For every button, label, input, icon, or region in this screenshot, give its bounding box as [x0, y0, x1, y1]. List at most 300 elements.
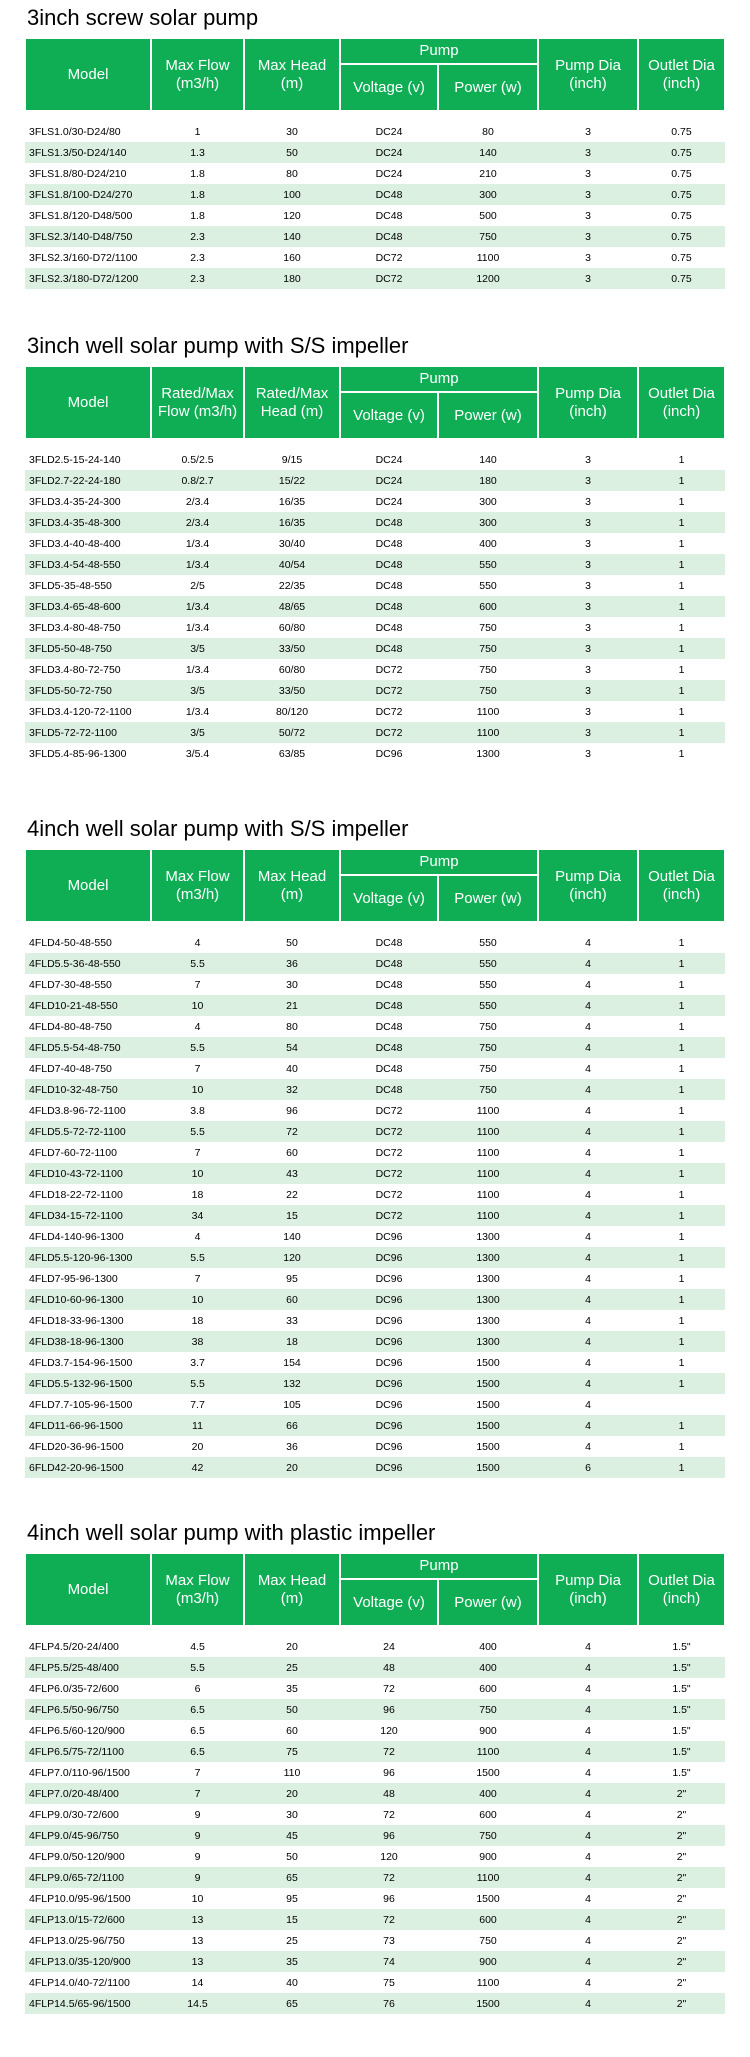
cell-max-head: 40 — [244, 1058, 340, 1079]
cell-voltage: 73 — [340, 1930, 438, 1951]
cell-voltage: DC48 — [340, 932, 438, 953]
table-row — [25, 512, 725, 533]
cell-max-head: 105 — [244, 1394, 340, 1415]
cell-max-flow: 5.5 — [151, 1247, 244, 1268]
cell-pump-dia: 3 — [538, 205, 638, 226]
table-row — [25, 1951, 725, 1972]
cell-voltage: DC24 — [340, 470, 438, 491]
cell-outlet-dia: 1 — [638, 617, 725, 638]
cell-max-flow: 3/5.4 — [151, 743, 244, 764]
header-power: Power (w) — [438, 64, 538, 111]
cell-pump-dia: 3 — [538, 512, 638, 533]
cell-max-flow: 9 — [151, 1804, 244, 1825]
spacer-cell — [25, 1626, 725, 1636]
cell-max-flow: 3/5 — [151, 680, 244, 701]
cell-power: 500 — [438, 205, 538, 226]
cell-outlet-dia: 0.75 — [638, 163, 725, 184]
table-row — [25, 575, 725, 596]
cell-max-head: 50 — [244, 1699, 340, 1720]
cell-max-flow: 1/3.4 — [151, 554, 244, 575]
cell-power: 1500 — [438, 1762, 538, 1783]
cell-max-head: 50 — [244, 1846, 340, 1867]
cell-pump-dia: 3 — [538, 470, 638, 491]
header-pump-dia: Pump Dia (inch) — [538, 1553, 638, 1626]
cell-outlet-dia: 1 — [638, 1457, 725, 1478]
cell-outlet-dia: 1 — [638, 1058, 725, 1079]
cell-voltage: 96 — [340, 1762, 438, 1783]
cell-pump-dia: 4 — [538, 1657, 638, 1678]
table-row — [25, 1184, 725, 1205]
table-row — [25, 1373, 725, 1394]
header-pump-group: Pump — [340, 366, 538, 392]
table-row — [25, 953, 725, 974]
cell-max-head: 22/35 — [244, 575, 340, 596]
table-row — [25, 1657, 725, 1678]
cell-max-flow: 2.3 — [151, 226, 244, 247]
table-row — [25, 1741, 725, 1762]
cell-max-flow: 6 — [151, 1678, 244, 1699]
table-row — [25, 1205, 725, 1226]
pump-spec-section — [0, 333, 750, 764]
cell-model: 3FLD3.4-120-72-1100 — [25, 701, 151, 722]
header-model: Model — [25, 1553, 151, 1626]
cell-max-head: 54 — [244, 1037, 340, 1058]
cell-power: 900 — [438, 1720, 538, 1741]
cell-max-flow: 6.5 — [151, 1720, 244, 1741]
cell-power: 1100 — [438, 247, 538, 268]
cell-model: 3FLS2.3/140-D48/750 — [25, 226, 151, 247]
cell-voltage: DC72 — [340, 247, 438, 268]
cell-model: 4FLD5.5-132-96-1500 — [25, 1373, 151, 1394]
cell-max-flow: 14.5 — [151, 1993, 244, 2014]
cell-model: 4FLD18-22-72-1100 — [25, 1184, 151, 1205]
cell-voltage: 96 — [340, 1888, 438, 1909]
table-row — [25, 268, 725, 289]
cell-voltage: DC48 — [340, 995, 438, 1016]
table-row — [25, 995, 725, 1016]
section-title: 3inch screw solar pump — [27, 5, 259, 30]
cell-voltage: DC48 — [340, 1079, 438, 1100]
cell-outlet-dia — [638, 1394, 725, 1415]
cell-power: 900 — [438, 1951, 538, 1972]
cell-model: 3FLS1.8/120-D48/500 — [25, 205, 151, 226]
cell-outlet-dia: 2" — [638, 1867, 725, 1888]
table-row — [25, 1804, 725, 1825]
cell-power: 1200 — [438, 268, 538, 289]
cell-outlet-dia: 1 — [638, 638, 725, 659]
cell-power: 1100 — [438, 1184, 538, 1205]
cell-voltage: 96 — [340, 1825, 438, 1846]
cell-max-flow: 7 — [151, 974, 244, 995]
cell-pump-dia: 3 — [538, 184, 638, 205]
header-pump-group: Pump — [340, 1553, 538, 1579]
cell-power: 1100 — [438, 1867, 538, 1888]
cell-outlet-dia: 1.5" — [638, 1636, 725, 1657]
cell-pump-dia: 4 — [538, 1741, 638, 1762]
cell-max-flow: 4 — [151, 932, 244, 953]
cell-voltage: DC48 — [340, 1058, 438, 1079]
cell-max-head: 43 — [244, 1163, 340, 1184]
table-row — [25, 247, 725, 268]
table-row — [25, 1079, 725, 1100]
cell-voltage: DC24 — [340, 491, 438, 512]
cell-max-head: 50 — [244, 932, 340, 953]
cell-voltage: DC96 — [340, 1289, 438, 1310]
header-max-head: Max Head (m) — [244, 849, 340, 922]
cell-voltage: DC96 — [340, 1352, 438, 1373]
cell-power: 1100 — [438, 1163, 538, 1184]
cell-outlet-dia: 0.75 — [638, 205, 725, 226]
table-row — [25, 491, 725, 512]
cell-max-flow: 38 — [151, 1331, 244, 1352]
cell-max-flow: 6.5 — [151, 1741, 244, 1762]
cell-outlet-dia: 1 — [638, 1121, 725, 1142]
table-row — [25, 659, 725, 680]
spec-table — [24, 37, 726, 289]
spec-table — [24, 1552, 726, 2014]
cell-outlet-dia: 2" — [638, 1972, 725, 1993]
cell-max-head: 21 — [244, 995, 340, 1016]
cell-outlet-dia: 1 — [638, 743, 725, 764]
cell-model: 3FLS1.3/50-D24/140 — [25, 142, 151, 163]
cell-power: 210 — [438, 163, 538, 184]
cell-voltage: DC72 — [340, 1121, 438, 1142]
cell-max-head: 96 — [244, 1100, 340, 1121]
cell-model: 4FLD5.5-120-96-1300 — [25, 1247, 151, 1268]
cell-model: 4FLD7-30-48-550 — [25, 974, 151, 995]
cell-power: 140 — [438, 449, 538, 470]
table-row — [25, 1888, 725, 1909]
cell-outlet-dia: 2" — [638, 1846, 725, 1867]
cell-max-head: 48/65 — [244, 596, 340, 617]
cell-model: 4FLD34-15-72-1100 — [25, 1205, 151, 1226]
cell-model: 3FLS1.8/100-D24/270 — [25, 184, 151, 205]
cell-max-head: 16/35 — [244, 512, 340, 533]
cell-max-flow: 7 — [151, 1762, 244, 1783]
cell-pump-dia: 4 — [538, 1846, 638, 1867]
cell-max-head: 36 — [244, 1436, 340, 1457]
table-row — [25, 142, 725, 163]
cell-model: 3FLD5.4-85-96-1300 — [25, 743, 151, 764]
cell-outlet-dia: 1 — [638, 449, 725, 470]
cell-voltage: DC48 — [340, 226, 438, 247]
cell-pump-dia: 3 — [538, 617, 638, 638]
cell-pump-dia: 4 — [538, 1867, 638, 1888]
cell-model: 3FLD5-72-72-1100 — [25, 722, 151, 743]
cell-pump-dia: 4 — [538, 1184, 638, 1205]
cell-power: 300 — [438, 184, 538, 205]
cell-outlet-dia: 2" — [638, 1993, 725, 2014]
cell-pump-dia: 4 — [538, 1352, 638, 1373]
cell-voltage: DC72 — [340, 1100, 438, 1121]
cell-model: 4FLP6.0/35-72/600 — [25, 1678, 151, 1699]
section-title: 4inch well solar pump with plastic impeller — [27, 1520, 436, 1545]
cell-voltage: DC48 — [340, 205, 438, 226]
cell-voltage: DC72 — [340, 1205, 438, 1226]
table-row — [25, 596, 725, 617]
cell-model: 3FLD5-50-72-750 — [25, 680, 151, 701]
cell-model: 4FLD10-60-96-1300 — [25, 1289, 151, 1310]
section-title: 4inch well solar pump with S/S impeller — [27, 816, 409, 841]
cell-max-head: 30 — [244, 974, 340, 995]
cell-model: 3FLD3.4-40-48-400 — [25, 533, 151, 554]
cell-outlet-dia: 1 — [638, 1268, 725, 1289]
cell-max-flow: 3/5 — [151, 722, 244, 743]
cell-voltage: DC48 — [340, 554, 438, 575]
table-row — [25, 533, 725, 554]
cell-outlet-dia: 1 — [638, 1100, 725, 1121]
cell-pump-dia: 6 — [538, 1457, 638, 1478]
cell-outlet-dia: 1 — [638, 533, 725, 554]
cell-model: 3FLD3.4-35-24-300 — [25, 491, 151, 512]
cell-voltage: 75 — [340, 1972, 438, 1993]
cell-model: 4FLD4-140-96-1300 — [25, 1226, 151, 1247]
cell-model: 4FLP6.5/75-72/1100 — [25, 1741, 151, 1762]
table-row — [25, 1678, 725, 1699]
cell-max-flow: 1/3.4 — [151, 533, 244, 554]
table-row — [25, 163, 725, 184]
cell-max-flow: 34 — [151, 1205, 244, 1226]
cell-voltage: DC24 — [340, 163, 438, 184]
spacer-cell — [25, 439, 725, 449]
cell-outlet-dia: 0.75 — [638, 247, 725, 268]
table-row — [25, 743, 725, 764]
cell-outlet-dia: 1 — [638, 1352, 725, 1373]
cell-voltage: DC96 — [340, 1331, 438, 1352]
cell-model: 4FLD4-80-48-750 — [25, 1016, 151, 1037]
cell-voltage: DC72 — [340, 1142, 438, 1163]
cell-pump-dia: 3 — [538, 121, 638, 142]
cell-max-flow: 1.8 — [151, 184, 244, 205]
cell-power: 750 — [438, 1825, 538, 1846]
table-row — [25, 470, 725, 491]
cell-outlet-dia: 1.5" — [638, 1741, 725, 1762]
cell-model: 4FLD18-33-96-1300 — [25, 1310, 151, 1331]
cell-power: 750 — [438, 226, 538, 247]
cell-max-flow: 5.5 — [151, 1373, 244, 1394]
cell-max-flow: 1/3.4 — [151, 659, 244, 680]
header-model: Model — [25, 38, 151, 111]
cell-pump-dia: 4 — [538, 1331, 638, 1352]
cell-max-flow: 13 — [151, 1951, 244, 1972]
cell-voltage: 72 — [340, 1678, 438, 1699]
cell-voltage: DC48 — [340, 974, 438, 995]
table-row — [25, 1846, 725, 1867]
cell-pump-dia: 4 — [538, 1436, 638, 1457]
cell-max-flow: 6.5 — [151, 1699, 244, 1720]
cell-power: 1500 — [438, 1436, 538, 1457]
header-max-flow: Max Flow (m3/h) — [151, 849, 244, 922]
table-row — [25, 1142, 725, 1163]
cell-voltage: DC48 — [340, 953, 438, 974]
cell-model: 4FLP7.0/20-48/400 — [25, 1783, 151, 1804]
cell-power: 1500 — [438, 1457, 538, 1478]
cell-voltage: DC48 — [340, 1016, 438, 1037]
cell-max-flow: 14 — [151, 1972, 244, 1993]
cell-pump-dia: 4 — [538, 1720, 638, 1741]
cell-max-head: 16/35 — [244, 491, 340, 512]
table-row — [25, 1058, 725, 1079]
cell-max-flow: 18 — [151, 1184, 244, 1205]
cell-voltage: DC72 — [340, 1163, 438, 1184]
spacer-cell — [25, 922, 725, 932]
table-row — [25, 1331, 725, 1352]
cell-voltage: DC24 — [340, 121, 438, 142]
cell-model: 4FLP13.0/35-120/900 — [25, 1951, 151, 1972]
cell-power: 600 — [438, 1804, 538, 1825]
cell-model: 4FLP9.0/30-72/600 — [25, 1804, 151, 1825]
cell-power: 750 — [438, 1058, 538, 1079]
table-row — [25, 1636, 725, 1657]
spacer-cell — [25, 111, 725, 121]
cell-model: 4FLP13.0/15-72/600 — [25, 1909, 151, 1930]
cell-voltage: DC48 — [340, 617, 438, 638]
header-power: Power (w) — [438, 875, 538, 922]
cell-model: 3FLD3.4-35-48-300 — [25, 512, 151, 533]
cell-voltage: 74 — [340, 1951, 438, 1972]
cell-outlet-dia: 1 — [638, 1163, 725, 1184]
cell-voltage: 24 — [340, 1636, 438, 1657]
cell-max-flow: 1/3.4 — [151, 596, 244, 617]
cell-max-flow: 3/5 — [151, 638, 244, 659]
cell-max-head: 120 — [244, 205, 340, 226]
header-max-head: Max Head (m) — [244, 1553, 340, 1626]
cell-max-flow: 10 — [151, 1079, 244, 1100]
cell-max-head: 180 — [244, 268, 340, 289]
cell-voltage: 72 — [340, 1741, 438, 1762]
cell-pump-dia: 4 — [538, 1699, 638, 1720]
cell-outlet-dia: 1 — [638, 1184, 725, 1205]
cell-max-head: 72 — [244, 1121, 340, 1142]
cell-power: 1100 — [438, 701, 538, 722]
cell-pump-dia: 3 — [538, 268, 638, 289]
cell-outlet-dia: 1 — [638, 1205, 725, 1226]
cell-max-head: 15 — [244, 1205, 340, 1226]
cell-power: 550 — [438, 554, 538, 575]
cell-voltage: DC24 — [340, 449, 438, 470]
cell-model: 4FLP9.0/50-120/900 — [25, 1846, 151, 1867]
cell-max-flow: 2/3.4 — [151, 512, 244, 533]
cell-voltage: DC96 — [340, 1394, 438, 1415]
cell-voltage: 120 — [340, 1720, 438, 1741]
cell-max-flow: 3.7 — [151, 1352, 244, 1373]
table-row — [25, 1930, 725, 1951]
header-outlet-dia: Outlet Dia (inch) — [638, 366, 725, 439]
cell-outlet-dia: 1 — [638, 995, 725, 1016]
cell-power: 750 — [438, 638, 538, 659]
cell-model: 4FLD7-95-96-1300 — [25, 1268, 151, 1289]
cell-power: 550 — [438, 974, 538, 995]
cell-pump-dia: 4 — [538, 1993, 638, 2014]
table-row — [25, 1699, 725, 1720]
cell-power: 400 — [438, 1636, 538, 1657]
cell-max-head: 63/85 — [244, 743, 340, 764]
cell-power: 1500 — [438, 1394, 538, 1415]
cell-pump-dia: 3 — [538, 533, 638, 554]
cell-model: 4FLD7-60-72-1100 — [25, 1142, 151, 1163]
cell-max-flow: 1/3.4 — [151, 617, 244, 638]
cell-outlet-dia: 1 — [638, 722, 725, 743]
cell-pump-dia: 4 — [538, 1079, 638, 1100]
cell-power: 750 — [438, 1699, 538, 1720]
table-row — [25, 722, 725, 743]
cell-model: 4FLD20-36-96-1500 — [25, 1436, 151, 1457]
cell-outlet-dia: 1 — [638, 1079, 725, 1100]
cell-max-flow: 0.5/2.5 — [151, 449, 244, 470]
cell-voltage: DC96 — [340, 1310, 438, 1331]
table-row — [25, 1972, 725, 1993]
table-row — [25, 1226, 725, 1247]
cell-max-head: 95 — [244, 1888, 340, 1909]
cell-pump-dia: 4 — [538, 1930, 638, 1951]
cell-pump-dia: 4 — [538, 1636, 638, 1657]
cell-max-head: 33/50 — [244, 638, 340, 659]
cell-max-head: 80 — [244, 1016, 340, 1037]
cell-model: 4FLP4.5/20-24/400 — [25, 1636, 151, 1657]
cell-power: 1500 — [438, 1373, 538, 1394]
cell-power: 1300 — [438, 1268, 538, 1289]
cell-pump-dia: 4 — [538, 1394, 638, 1415]
cell-power: 1300 — [438, 743, 538, 764]
cell-power: 600 — [438, 596, 538, 617]
cell-max-head: 65 — [244, 1993, 340, 2014]
cell-model: 3FLD2.7-22-24-180 — [25, 470, 151, 491]
spec-table — [24, 848, 726, 1478]
cell-pump-dia: 3 — [538, 491, 638, 512]
cell-max-head: 20 — [244, 1457, 340, 1478]
cell-max-head: 110 — [244, 1762, 340, 1783]
cell-max-head: 160 — [244, 247, 340, 268]
cell-voltage: DC48 — [340, 184, 438, 205]
table-row — [25, 974, 725, 995]
cell-pump-dia: 4 — [538, 1247, 638, 1268]
table-row — [25, 1163, 725, 1184]
cell-voltage: DC96 — [340, 1226, 438, 1247]
cell-outlet-dia: 1 — [638, 1142, 725, 1163]
cell-model: 4FLP14.5/65-96/1500 — [25, 1993, 151, 2014]
cell-max-flow: 42 — [151, 1457, 244, 1478]
cell-outlet-dia: 1 — [638, 1310, 725, 1331]
table-spacer-row — [25, 922, 725, 932]
header-max-flow: Rated/Max Flow (m3/h) — [151, 366, 244, 439]
cell-max-head: 60 — [244, 1720, 340, 1741]
cell-model: 3FLD5-50-48-750 — [25, 638, 151, 659]
cell-max-head: 15 — [244, 1909, 340, 1930]
cell-pump-dia: 4 — [538, 1783, 638, 1804]
cell-model: 3FLD2.5-15-24-140 — [25, 449, 151, 470]
cell-voltage: DC96 — [340, 1268, 438, 1289]
cell-model: 4FLP6.5/50-96/750 — [25, 1699, 151, 1720]
cell-model: 4FLD4-50-48-550 — [25, 932, 151, 953]
cell-voltage: 120 — [340, 1846, 438, 1867]
table-row — [25, 226, 725, 247]
cell-max-flow: 1.8 — [151, 163, 244, 184]
cell-outlet-dia: 0.75 — [638, 226, 725, 247]
cell-voltage: DC72 — [340, 268, 438, 289]
cell-max-head: 60 — [244, 1142, 340, 1163]
cell-max-head: 50/72 — [244, 722, 340, 743]
cell-pump-dia: 3 — [538, 743, 638, 764]
cell-power: 400 — [438, 533, 538, 554]
cell-max-head: 32 — [244, 1079, 340, 1100]
cell-pump-dia: 4 — [538, 995, 638, 1016]
cell-voltage: DC48 — [340, 1037, 438, 1058]
cell-pump-dia: 4 — [538, 1804, 638, 1825]
cell-model: 4FLD3.8-96-72-1100 — [25, 1100, 151, 1121]
cell-outlet-dia: 2" — [638, 1804, 725, 1825]
cell-max-flow: 9 — [151, 1825, 244, 1846]
cell-pump-dia: 3 — [538, 701, 638, 722]
